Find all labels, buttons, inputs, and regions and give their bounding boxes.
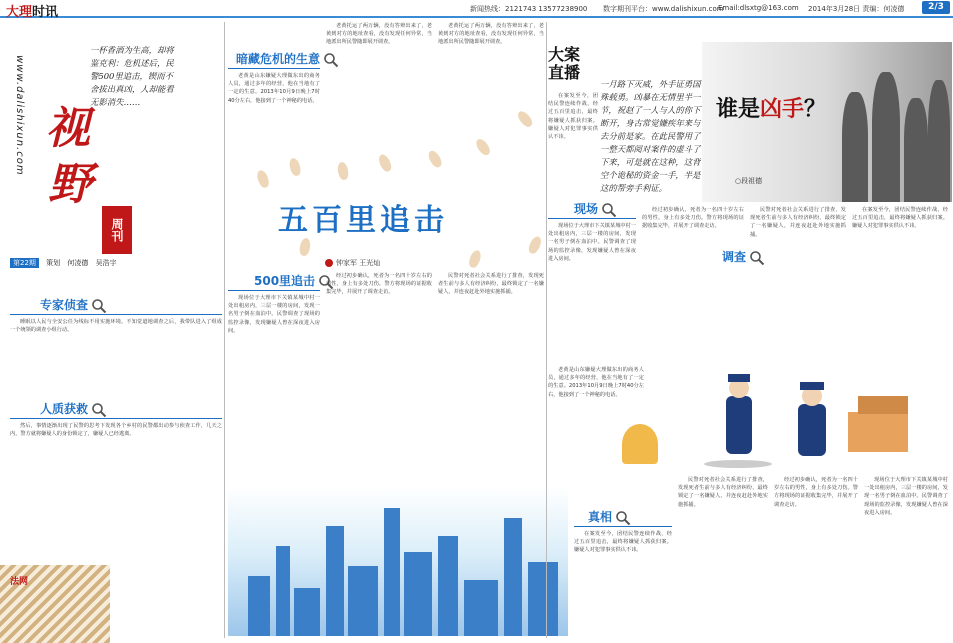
footprint-icon — [527, 235, 544, 256]
column-divider — [224, 22, 225, 638]
hero-title-3: ？ — [804, 97, 827, 122]
body-col-h — [548, 92, 598, 172]
body-col-e — [228, 294, 320, 482]
section-clue — [40, 400, 107, 418]
body-col-right-b-text: 民警对死者社会关系进行了排查，发现死者生前与多人有经济纠纷，最终锁定了一名嫌疑人，并连夜赶赴外地实施抓捕。 — [750, 207, 846, 238]
story-author: 钟家军 王光灿 — [336, 259, 381, 267]
footprint-icon — [299, 237, 312, 256]
building-shape — [348, 566, 378, 636]
city-skyline-illustration — [228, 486, 568, 636]
body-col-d-text: 老黄托运了两万辆，没有答辩出来了，老黄到对方的地址查看，没有发现任何异常，当地派出所民警随即展开调查。 — [326, 23, 432, 46]
section-investigate-label: 调查 — [722, 250, 747, 264]
section-scene — [574, 200, 617, 218]
section-truth-label: 真相 — [588, 510, 613, 524]
body-col-right-g-text: 现场位于大理市下关镇某城中村一处出租房内，三层一楼的房间，发现一名男子倒在血泊中。民警调查了现场的监控录像，发现嫌疑人曾在深夜进入房间。 — [864, 477, 948, 516]
body-col-c-text: 老黄是山东嫌疑大理做东出的商务人员，通过多年的经营，他在当地有了一定的生意。2013年10月9日晚上7时40分左右，他接到了一个神秘的电话。 — [228, 73, 320, 104]
footprint-icon — [255, 169, 271, 189]
body-col-f — [326, 272, 432, 482]
body-col-right-a-text: 经过初步确认，死者为一名四十岁左右的男性，身上有多处刀伤。警方将现场的证据收集完毕，并展开了调查走访。 — [642, 207, 744, 230]
hotline-text: 新闻热线：2121743 13577238900 — [470, 5, 588, 13]
body-col-f-text: 经过初步确认，死者为一名四十岁左右的男性，身上有多处刀伤。警方将现场的证据收集完毕，并展开了调查走访。 — [326, 273, 432, 296]
building-shape — [384, 508, 400, 636]
section-rule — [228, 290, 320, 291]
issue-number: 第22期 — [10, 258, 39, 268]
author-icon — [325, 259, 333, 267]
police-illustration — [698, 356, 948, 468]
issue-info-row — [10, 258, 222, 270]
section-expert-label: 专家侦查 — [40, 298, 89, 312]
body-col-right-e — [678, 476, 768, 638]
police-cap — [728, 374, 750, 382]
police-figure — [726, 396, 752, 454]
body-col-scene-text: 现场位于大理市下关镇某城中村一处出租房内，三层一楼的房间，发现一名男子倒在血泊中。民警调查了现场的监控录像，发现嫌疑人曾在深夜进入房间。 — [548, 223, 636, 262]
web-text: 数字期刊平台：www.dalishixun.com — [603, 5, 724, 13]
case-tag-4: 播 — [564, 63, 581, 82]
magnifier-icon — [91, 298, 107, 314]
case-tag-3: 直 — [548, 63, 565, 82]
body-col-c — [228, 72, 320, 168]
silhouette-shape — [928, 80, 950, 202]
page-number-badge: 2/3 — [922, 1, 950, 14]
issue-editor: 何凌德 — [67, 259, 89, 267]
hero-title-1: 谁是 — [716, 97, 761, 122]
section-truth — [588, 508, 631, 526]
magnifier-icon — [91, 402, 107, 418]
body-col-g — [438, 272, 544, 482]
magnifier-icon — [615, 510, 631, 526]
masthead-title-1: 视 — [46, 103, 90, 154]
case-tag-2: 案 — [564, 45, 581, 64]
body-col-d2 — [438, 22, 544, 172]
crate-shape — [858, 396, 908, 414]
case-live-tag — [548, 46, 584, 84]
issue-designer: 吴浩宇 — [95, 259, 117, 267]
building-shape — [276, 546, 290, 636]
section-hidden-label: 暗藏危机的生意 — [236, 52, 321, 66]
body-col-b-text: 然后，事情逐渐出现了民警的思考下发现各个乡村的民警都出动参与侦查工作，几天之内，警方就将嫌疑人的身份锁定了，嫌疑人已经逃离。 — [10, 423, 222, 438]
masthead-title-2: 野 — [48, 159, 92, 210]
body-col-right-c — [852, 206, 948, 354]
building-shape — [528, 562, 558, 636]
hero-title-2: 凶手 — [760, 97, 805, 122]
body-col-a — [10, 318, 222, 390]
brand-main: 大理 — [6, 5, 33, 20]
building-shape — [438, 536, 458, 636]
body-col-e-text: 现场位于大理市下关镇某城中村一处出租房内，三层一楼的房间，发现一名男子倒在血泊中。民警调查了现场的监控录像，发现嫌疑人曾在深夜进入房间。 — [228, 295, 320, 334]
section-rule — [228, 68, 320, 69]
body-col-right-d-text: 老黄是山东嫌疑大理做东出的商务人员，通过多年的经营，他在当地有了一定的生意。2013年10月9日晚上7时40分左右，他接到了一个神秘的电话。 — [548, 367, 644, 398]
magnifier-icon — [601, 202, 617, 218]
body-col-right-g — [864, 476, 948, 638]
silhouette-shape — [842, 92, 868, 202]
building-shape — [248, 576, 270, 636]
section-rule — [574, 526, 672, 527]
right-lead: 一月路下灭威，外手证勇国殊载勇。凶暴在无情里半一节，祝赵了一人与人的你下断开，身古常觉嫌疾年来与去分前是家。在此民警用了一整天都阅对案件的虚斗了下来，可是就在这种，这背空个诡秘的资金一手，半是这的帮旁手利证。 — [600, 79, 701, 193]
body-col-right-e-text: 民警对死者社会关系进行了排查，发现死者生前与多人有经济纠纷，最终锁定了一名嫌疑人，并连夜赶赴外地实施抓捕。 — [678, 477, 768, 508]
page-header-bar — [0, 0, 953, 18]
case-tag-1: 大 — [548, 45, 565, 64]
section-rule — [548, 218, 636, 219]
building-shape — [294, 588, 320, 636]
story-byline — [325, 258, 380, 268]
trophy-icon — [622, 424, 658, 464]
building-shape — [464, 580, 498, 636]
newspaper-brand — [6, 1, 58, 20]
column-divider — [546, 22, 547, 638]
weekly-badge: 周刊 — [102, 206, 132, 254]
illustration-caption: 法网 — [10, 577, 29, 587]
silhouette-shape — [904, 98, 928, 202]
section-rule — [10, 418, 222, 419]
body-col-d — [326, 22, 432, 172]
body-col-d2-text: 老黄托运了两万辆，没有答辩出来了，老黄到对方的地址查看，没有发现任何异常，当地派出所民警随即展开调查。 — [438, 23, 544, 46]
police-cap — [800, 382, 824, 390]
building-shape — [326, 526, 344, 636]
body-col-right-f — [774, 476, 858, 638]
date-text: 2014年3月28日 责编：何凌德 — [808, 5, 905, 13]
police-figure — [798, 404, 826, 456]
body-col-right-c-text: 在案发至今，团结民警连续作战，经过五百里追击，最终将嫌疑人抓获归案。嫌疑人对犯罪事实供认不讳。 — [852, 207, 948, 230]
masthead-url: www.dalishixun.com — [14, 55, 25, 176]
body-col-truth — [574, 530, 672, 638]
section-chase — [254, 272, 334, 290]
brand-sub: 时讯 — [32, 5, 59, 20]
silhouette-shape — [872, 72, 900, 202]
section-clue-label: 人质获救 — [40, 402, 89, 416]
issue-section: 策划 — [46, 259, 61, 267]
masthead-lead: 一杯香酒为生高，却将鉴克利：危机述后，民警500里追击，锲而不舍拔出真凶，人却能看无影消失…… — [90, 45, 174, 107]
body-col-truth-text: 在案发至今，团结民警连续作战，经过五百里追击，最终将嫌疑人抓获归案。嫌疑人对犯罪事实供认不讳。 — [574, 531, 672, 554]
footprint-icon — [467, 249, 483, 269]
body-col-right-a — [642, 206, 747, 354]
shadow-shape — [704, 460, 772, 468]
body-col-h-text: 在案发至今，团结民警连续作战，经过五百里追击，最终将嫌疑人抓获归案。嫌疑人对犯罪事实供认不讳。 — [548, 93, 598, 141]
body-col-right-f-text: 经过初步确认，死者为一名四十岁左右的男性，身上有多处刀伤。警方将现场的证据收集完毕，并展开了调查走访。 — [774, 477, 858, 508]
body-col-scene — [548, 222, 636, 362]
section-expert — [40, 296, 107, 314]
section-chase-label: 500里追击 — [254, 274, 316, 288]
email-text: Email:dlsxtg@163.com — [718, 4, 799, 12]
body-col-b — [10, 422, 222, 562]
body-col-a-text: 睡眠以人民与全安公任为线标不用实施环境。不知觉道地调查之后，我带队进入了组成一个统领的调查小组行动。 — [10, 319, 222, 334]
section-investigate — [722, 248, 765, 266]
section-hidden — [236, 50, 339, 68]
section-rule — [10, 314, 222, 315]
crate-shape — [848, 412, 908, 452]
body-col-right-b — [750, 206, 846, 354]
hero-title — [716, 92, 826, 123]
hero-author: ○段祖德 — [735, 177, 763, 185]
main-headline: 五百里追击 — [278, 203, 448, 238]
building-shape — [504, 518, 522, 636]
magnifier-icon — [749, 250, 765, 266]
section-scene-label: 现场 — [574, 202, 599, 216]
body-col-g-text: 民警对死者社会关系进行了排查，发现死者生前与多人有经济纠纷，最终锁定了一名嫌疑人，并连夜赶赴外地实施抓捕。 — [438, 273, 544, 296]
building-shape — [404, 552, 432, 636]
